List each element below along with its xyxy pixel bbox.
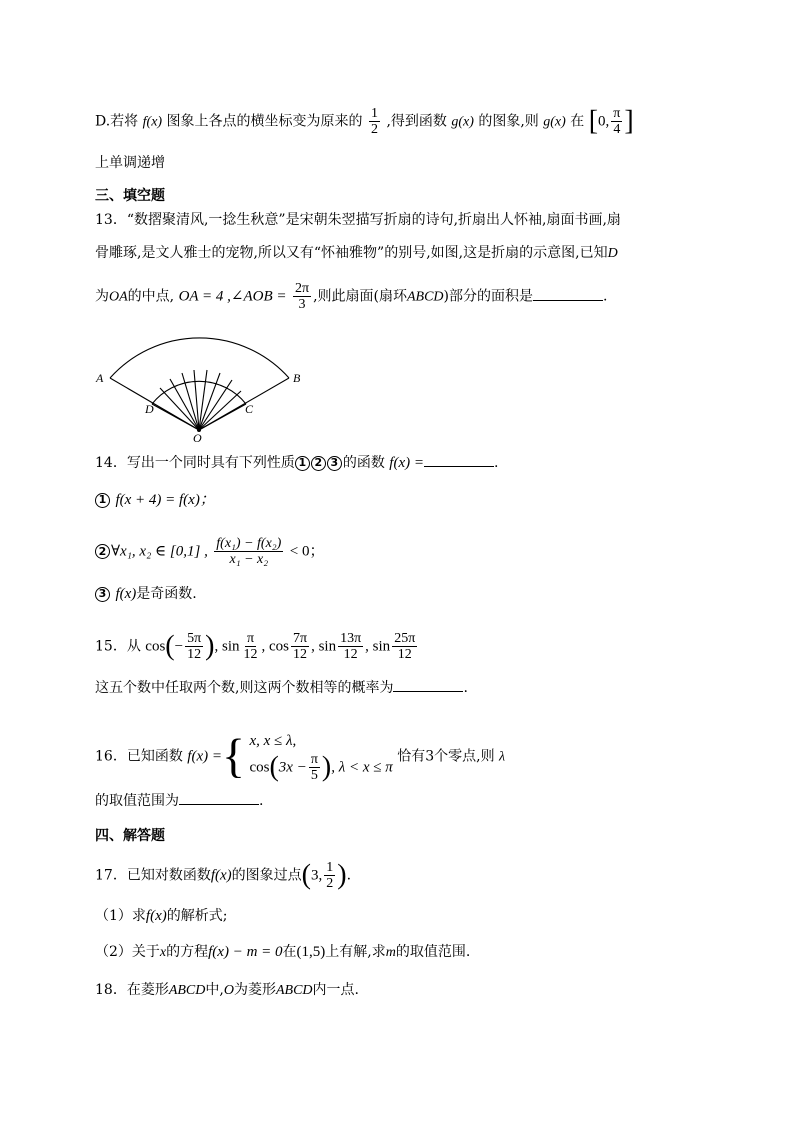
- fraction-pi-4: $\frac{\pi}{4}$: [613, 106, 621, 137]
- option-d-text: 的图象,则: [478, 113, 539, 130]
- q17-part1: （1）求f(x)的解析式;: [95, 908, 228, 924]
- label-c: C: [245, 402, 254, 416]
- fan-diagram: [90, 325, 310, 445]
- math-fx: f(x): [142, 114, 163, 130]
- q16-line2: 的取值范围为 .: [95, 790, 734, 811]
- section-heading: 三、填空题: [95, 188, 165, 204]
- label-a: A: [96, 371, 104, 385]
- q16-line1: 16．已知函数 f(x) ={ x, x ≤ λ, cos(3x − $\frac{\pi}{5}$ ), λ < x ≤ π 恰有3个零点,则 λ: [95, 729, 506, 783]
- label-o: O: [193, 431, 202, 445]
- option-d-text: 图象上各点的横坐标变为原来的: [166, 113, 363, 130]
- answer-blank[interactable]: [393, 677, 463, 692]
- math-gx: g(x): [543, 114, 566, 130]
- q15-line2: 这五个数中任取两个数,则这两个数相等的概率为 .: [95, 677, 734, 698]
- option-d-text: ,得到函数: [386, 113, 447, 130]
- math-oa: OA = 4 ,∠AOB =: [178, 288, 287, 305]
- answer-blank[interactable]: [424, 452, 494, 467]
- circled-3: 3: [327, 456, 342, 471]
- circled-3: 3: [95, 587, 110, 602]
- q18-line1: 18．在菱形ABCD中,O为菱形ABCD内一点.: [95, 982, 359, 998]
- interval: 0,: [598, 113, 610, 130]
- q17-line1: 17．已知对数函数f(x)的图象过点(3, $\frac{1}{2}$ ).: [95, 859, 352, 891]
- label-d: D: [145, 402, 154, 416]
- option-d-text: 在: [570, 113, 585, 130]
- circled-1: 1: [95, 493, 110, 508]
- circled-2: 2: [311, 456, 326, 471]
- math-gx: g(x): [451, 114, 474, 130]
- q14-line1: 14．写出一个同时具有下列性质 1 2 3 的函数 f(x) = .: [95, 452, 734, 473]
- circled-2: 2: [95, 544, 110, 559]
- answer-blank[interactable]: [533, 286, 603, 301]
- q13-line1: 13．“数摺聚清风,一捻生秋意”是宋朝朱翌描写折扇的诗句,折扇出人怀袖,扇面书画,扇: [95, 212, 621, 228]
- q15-line1: 15．从 cos(− $\frac{5\pi}{12}$ ), sin $\frac{\pi}{12}$ , cos $\frac{7\pi}{12}$ , sin $\frac{13\pi}{12}$ , sin $\frac{25\pi}{12}$: [95, 630, 416, 662]
- option-d-text: D.若将: [95, 113, 139, 130]
- fraction-half: $\frac{1}{2}$: [370, 106, 378, 137]
- q13-line2: 骨雕琢,是文人雅士的宠物,所以又有“怀袖雅物”的别号,如图,这是折扇的示意图,已知D: [95, 245, 618, 261]
- option-d-line2: 上单调递增: [95, 155, 165, 171]
- section-heading: 四、解答题: [95, 828, 165, 844]
- fraction-difference-quotient: $\frac{\text{f(x₁) − f(x₂)}}{\text{x₁ − x₂}}$: [216, 536, 282, 567]
- q13-line3: 为OA的中点, OA = 4 ,∠AOB = $\frac{2\pi}{3}$ ,则此扇面(扇环ABCD)部分的面积是 .: [95, 281, 608, 312]
- label-b: B: [293, 371, 301, 385]
- q17-part2: （2）关于x的方程f(x) − m = 0在(1,5)上有解,求m的取值范围.: [95, 944, 471, 960]
- fraction-2pi-3: $\frac{2\pi}{3}$: [294, 281, 310, 312]
- answer-blank[interactable]: [179, 790, 259, 805]
- q14-prop2: 2 ∀x₁, x₂ ∈ [0,1] , $\frac{\text{f(x₁) − f(x₂)}}{\text{x₁ − x₂}}$ < 0；: [95, 536, 734, 567]
- circled-1: 1: [295, 456, 310, 471]
- q14-prop3: 3 f(x)是奇函数.: [95, 584, 734, 604]
- option-d-line1: D.若将 f(x) 图象上各点的横坐标变为原来的 $\frac{1}{2}$ ,得到函数 g(x) 的图象,则 g(x) 在 [0, $\frac{\pi}{4}$ ]: [95, 105, 634, 137]
- q14-prop1: 1 f(x + 4) = f(x)；: [95, 490, 734, 510]
